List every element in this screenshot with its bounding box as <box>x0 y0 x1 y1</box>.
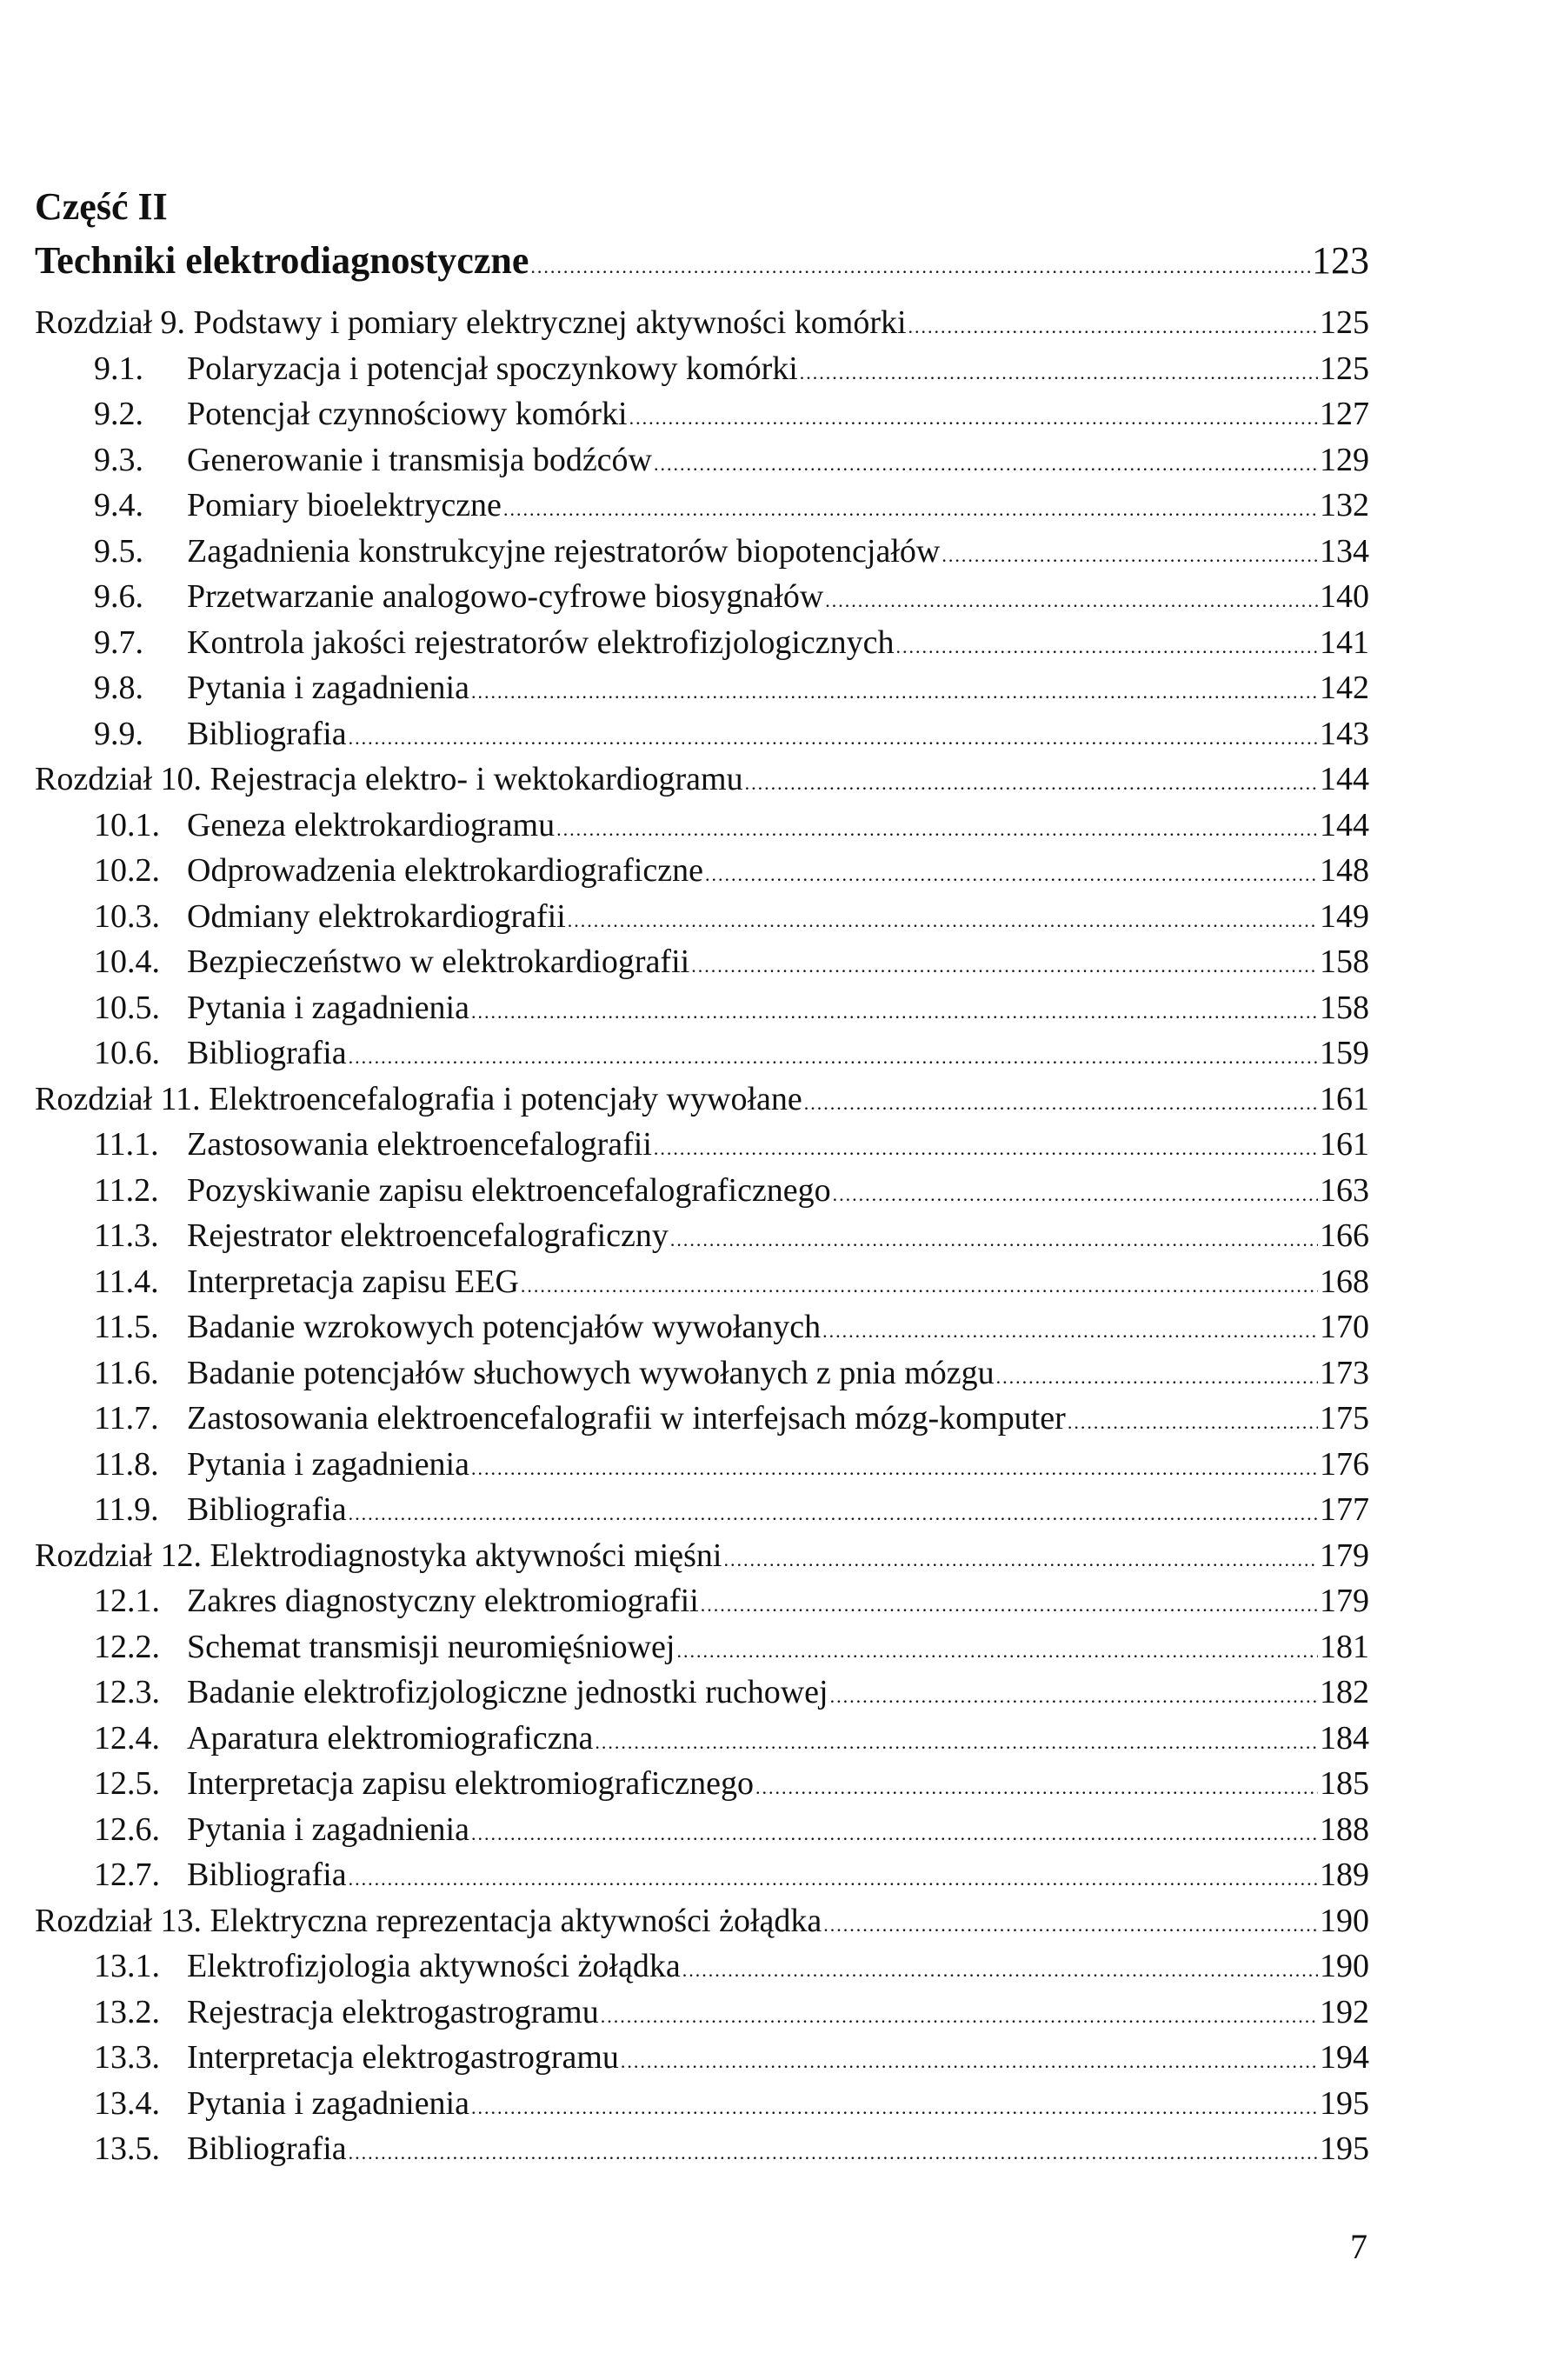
toc-section-entry <box>35 2126 1369 2172</box>
toc-section-entry <box>35 2035 1369 2081</box>
toc-section-entry <box>35 1396 1369 1442</box>
dot-leader <box>822 1309 1318 1355</box>
dot-leader <box>530 243 1310 291</box>
toc-section-entry <box>35 1578 1369 1624</box>
dot-leader <box>676 1629 1318 1675</box>
entry-title: Pytania i zagadnienia <box>187 1810 469 1848</box>
entry-title: Bibliografia <box>187 715 347 752</box>
dot-leader <box>471 990 1318 1036</box>
entry-page: 127 <box>1320 396 1369 432</box>
entry-title: Bibliografia <box>187 1035 347 1071</box>
entry-page: 149 <box>1320 897 1369 935</box>
entry-title: Zagadnienia konstrukcyjne rejestratorów biopotencjałów <box>187 532 941 570</box>
toc-section-entry <box>35 1350 1369 1397</box>
entry-page: 182 <box>1320 1674 1369 1710</box>
entry-page: 176 <box>1320 1445 1369 1483</box>
entry-page: 190 <box>1320 1948 1369 1984</box>
entry-title: Interpretacja elektrogastrogramu <box>187 2039 619 2076</box>
dot-leader <box>349 716 1318 762</box>
entry-title: Pozyskiwanie zapisu elektroencefalograficznego <box>187 1171 831 1209</box>
dot-leader <box>896 624 1318 670</box>
toc-section-entry <box>35 346 1369 392</box>
entry-page: 134 <box>1320 532 1369 570</box>
dot-leader <box>568 898 1318 944</box>
section-number: 13.4. <box>94 2084 160 2122</box>
section-number: 11.8. <box>94 1445 159 1483</box>
entry-title: Rozdział 9. Podstawy i pomiary elektrycznej aktywności komórki <box>35 304 907 341</box>
dot-leader <box>556 807 1318 853</box>
toc-section-entry <box>35 1213 1369 1259</box>
section-number: 12.6. <box>94 1810 160 1848</box>
section-number: 11.3. <box>94 1217 159 1254</box>
entry-page: 129 <box>1320 441 1369 478</box>
section-number: 12.2. <box>94 1628 160 1665</box>
part-label: Część II <box>35 185 168 228</box>
toc-section-entry <box>35 391 1369 437</box>
entry-page: 177 <box>1320 1491 1369 1528</box>
section-number: 9.7. <box>94 623 143 661</box>
entry-page: 161 <box>1320 1126 1369 1163</box>
section-number: 9.6. <box>94 578 143 615</box>
entry-title: Geneza elektrokardiogramu <box>187 806 556 843</box>
section-number: 13.3. <box>94 2039 160 2076</box>
entry-page: 188 <box>1320 1810 1369 1848</box>
section-number: 9.2. <box>94 396 143 432</box>
entry-title: Rozdział 10. Rejestracja elektro- i wektokardiogramu <box>35 761 743 797</box>
dot-leader <box>654 442 1318 488</box>
entry-title: Rozdział 13. Elektryczna reprezentacja aktywności żołądka <box>35 1902 822 1939</box>
entry-title: Zakres diagnostyczny elektromiografii <box>187 1583 699 1619</box>
toc-section-entry <box>35 711 1369 757</box>
toc-chapter-entry <box>35 1077 1369 1123</box>
entry-title: Rejestracja elektrogastrogramu <box>187 1993 599 2030</box>
dot-leader <box>471 670 1318 716</box>
dot-leader <box>654 1126 1318 1172</box>
entry-title: Odprowadzenia elektrokardiograficzne <box>187 852 703 889</box>
dot-leader <box>996 1355 1318 1401</box>
section-number: 13.5. <box>94 2130 160 2167</box>
dot-leader <box>349 1035 1318 1081</box>
entry-page: 158 <box>1320 989 1369 1026</box>
toc-list <box>35 300 1369 2172</box>
toc-section-entry <box>35 1168 1369 1214</box>
section-number: 10.6. <box>94 1035 160 1071</box>
dot-leader <box>471 2085 1318 2131</box>
entry-title: Potencjał czynnościowy komórki <box>187 396 628 432</box>
entry-title: Odmiany elektrokardiografii <box>187 897 566 935</box>
entry-title: Badanie wzrokowych potencjałów wywołanych <box>187 1309 822 1345</box>
entry-title: Pytania i zagadnienia <box>187 989 469 1026</box>
section-number: 10.5. <box>94 989 160 1026</box>
toc-section-entry <box>35 1624 1369 1670</box>
entry-page: 195 <box>1320 2084 1369 2122</box>
toc-section-entry <box>35 1852 1369 1898</box>
entry-page: 163 <box>1320 1171 1369 1209</box>
entry-title: Badanie potencjałów słuchowych wywołanych z pnia mózgu <box>187 1354 995 1391</box>
toc-section-entry <box>35 848 1369 894</box>
entry-page: 189 <box>1320 1857 1369 1893</box>
entry-title: Bibliografia <box>187 1857 347 1893</box>
toc-chapter-entry <box>35 1898 1369 1944</box>
entry-page: 192 <box>1320 1993 1369 2030</box>
dot-leader <box>723 1537 1318 1583</box>
part-title: Techniki elektrodiagnostyczne <box>35 239 529 282</box>
dot-leader <box>942 533 1318 579</box>
dot-leader <box>621 2039 1318 2085</box>
entry-page: 141 <box>1320 623 1369 661</box>
entry-title: Kontrola jakości rejestratorów elektrofizjologicznych <box>187 623 895 661</box>
entry-title: Interpretacja zapisu elektromiograficznego <box>187 1765 754 1802</box>
entry-title: Aparatura elektromiograficzna <box>187 1719 594 1757</box>
toc-section-entry <box>35 1442 1369 1488</box>
entry-title: Przetwarzanie analogowo-cyfrowe biosygnałów <box>187 578 824 615</box>
entry-page: 185 <box>1320 1765 1369 1802</box>
entry-page: 142 <box>1320 670 1369 706</box>
entry-title: Rozdział 11. Elektroencefalografia i potencjały wywołane <box>35 1080 802 1117</box>
toc-section-entry <box>35 1487 1369 1533</box>
entry-page: 158 <box>1320 943 1369 980</box>
entry-title: Polaryzacja i potencjał spoczynkowy komórki <box>187 350 798 387</box>
dot-leader <box>629 396 1318 442</box>
entry-page: 179 <box>1320 1583 1369 1619</box>
entry-page: 170 <box>1320 1309 1369 1345</box>
entry-title: Bezpieczeństwo w elektrokardiografii <box>187 943 690 980</box>
toc-section-entry <box>35 2081 1369 2127</box>
toc-section-entry <box>35 1122 1369 1168</box>
entry-page: 144 <box>1320 806 1369 843</box>
section-number: 9.1. <box>94 350 143 387</box>
toc-section-entry <box>35 1670 1369 1716</box>
part-title-page: 123 <box>1312 239 1369 282</box>
dot-leader <box>471 1811 1318 1857</box>
entry-page: 140 <box>1320 578 1369 615</box>
dot-leader <box>825 578 1318 624</box>
section-number: 11.6. <box>94 1354 159 1391</box>
toc-section-entry <box>35 985 1369 1031</box>
entry-page: 132 <box>1320 487 1369 523</box>
section-number: 10.4. <box>94 943 160 980</box>
entry-title: Pytania i zagadnienia <box>187 670 469 706</box>
entry-title: Pomiary bioelektryczne <box>187 487 502 523</box>
entry-page: 161 <box>1320 1080 1369 1117</box>
entry-page: 173 <box>1320 1354 1369 1391</box>
section-number: 10.1. <box>94 806 160 843</box>
dot-leader <box>670 1217 1318 1263</box>
entry-page: 194 <box>1320 2039 1369 2076</box>
toc-section-entry <box>35 1259 1369 1305</box>
dot-leader <box>349 1857 1318 1903</box>
section-number: 13.1. <box>94 1948 160 1984</box>
entry-title: Zastosowania elektroencefalografii <box>187 1126 652 1163</box>
toc-section-entry <box>35 574 1369 620</box>
entry-page: 159 <box>1320 1035 1369 1071</box>
entry-page: 144 <box>1320 761 1369 797</box>
part-title-entry <box>35 237 1369 291</box>
section-number: 11.2. <box>94 1171 159 1209</box>
dot-leader <box>521 1263 1318 1310</box>
entry-page: 168 <box>1320 1263 1369 1300</box>
section-number: 11.4. <box>94 1263 159 1300</box>
entry-page: 181 <box>1320 1628 1369 1665</box>
entry-page: 184 <box>1320 1719 1369 1757</box>
entry-page: 148 <box>1320 852 1369 889</box>
toc-section-entry <box>35 665 1369 711</box>
dot-leader <box>755 1765 1318 1811</box>
dot-leader <box>601 1994 1318 2040</box>
section-number: 12.5. <box>94 1765 160 1802</box>
section-number: 9.3. <box>94 441 143 478</box>
entry-title: Bibliografia <box>187 2130 347 2167</box>
dot-leader <box>691 943 1318 990</box>
dot-leader <box>800 350 1318 397</box>
entry-title: Generowanie i transmisja bodźców <box>187 441 652 478</box>
toc-section-entry <box>35 1716 1369 1762</box>
section-number: 9.4. <box>94 487 143 523</box>
section-number: 12.1. <box>94 1583 160 1619</box>
toc-chapter-entry <box>35 757 1369 803</box>
dot-leader <box>503 487 1318 533</box>
dot-leader <box>701 1583 1318 1629</box>
section-number: 13.2. <box>94 1993 160 2030</box>
dot-leader <box>830 1674 1318 1720</box>
dot-leader <box>682 1948 1318 1994</box>
toc-chapter-entry <box>35 300 1369 346</box>
toc-section-entry <box>35 437 1369 483</box>
toc-section-entry <box>35 1990 1369 2036</box>
entry-title: Rozdział 12. Elektrodiagnostyka aktywności mięśni <box>35 1537 722 1574</box>
toc-section-entry <box>35 803 1369 849</box>
entry-title: Bibliografia <box>187 1491 347 1528</box>
dot-leader <box>745 761 1318 807</box>
section-number: 9.8. <box>94 670 143 706</box>
section-number: 12.7. <box>94 1857 160 1893</box>
entry-page: 125 <box>1320 350 1369 387</box>
toc-section-entry <box>35 483 1369 529</box>
section-number: 12.3. <box>94 1674 160 1710</box>
toc-section-entry <box>35 1943 1369 1990</box>
toc-chapter-entry <box>35 1533 1369 1579</box>
section-number: 11.1. <box>94 1126 159 1163</box>
section-number: 11.7. <box>94 1400 159 1437</box>
dot-leader <box>471 1446 1318 1492</box>
entry-title: Zastosowania elektroencefalografii w interfejsach mózg-komputer <box>187 1400 1066 1437</box>
dot-leader <box>349 2130 1318 2177</box>
toc-section-entry <box>35 1030 1369 1077</box>
section-number: 12.4. <box>94 1719 160 1757</box>
section-number: 11.5. <box>94 1309 159 1345</box>
entry-title: Interpretacja zapisu EEG <box>187 1263 519 1300</box>
toc-section-entry <box>35 1807 1369 1853</box>
entry-title: Pytania i zagadnienia <box>187 2084 469 2122</box>
section-number: 11.9. <box>94 1491 159 1528</box>
dot-leader <box>595 1720 1318 1766</box>
dot-leader <box>1068 1400 1318 1446</box>
entry-page: 175 <box>1320 1400 1369 1437</box>
entry-page: 195 <box>1320 2130 1369 2167</box>
toc-section-entry <box>35 1761 1369 1807</box>
dot-leader <box>908 304 1318 350</box>
entry-page: 125 <box>1320 304 1369 341</box>
entry-title: Elektrofizjologia aktywności żołądka <box>187 1948 681 1984</box>
page-number: 7 <box>1350 2227 1367 2266</box>
dot-leader <box>833 1172 1318 1218</box>
dot-leader <box>349 1491 1318 1537</box>
dot-leader <box>804 1081 1318 1127</box>
dot-leader <box>705 852 1318 898</box>
entry-page: 190 <box>1320 1902 1369 1939</box>
entry-page: 143 <box>1320 715 1369 752</box>
toc-section-entry <box>35 1304 1369 1350</box>
toc-section-entry <box>35 620 1369 666</box>
entry-page: 166 <box>1320 1217 1369 1254</box>
toc-section-entry <box>35 894 1369 940</box>
entry-page: 179 <box>1320 1537 1369 1574</box>
entry-title: Rejestrator elektroencefalograficzny <box>187 1217 669 1254</box>
section-number: 10.3. <box>94 897 160 935</box>
entry-title: Badanie elektrofizjologiczne jednostki ruchowej <box>187 1674 828 1710</box>
section-number: 10.2. <box>94 852 160 889</box>
dot-leader <box>823 1903 1318 1949</box>
toc-section-entry <box>35 939 1369 985</box>
section-number: 9.9. <box>94 715 143 752</box>
entry-title: Schemat transmisji neuromięśniowej <box>187 1628 675 1665</box>
entry-title: Pytania i zagadnienia <box>187 1445 469 1483</box>
section-number: 9.5. <box>94 532 143 570</box>
toc-section-entry <box>35 529 1369 575</box>
